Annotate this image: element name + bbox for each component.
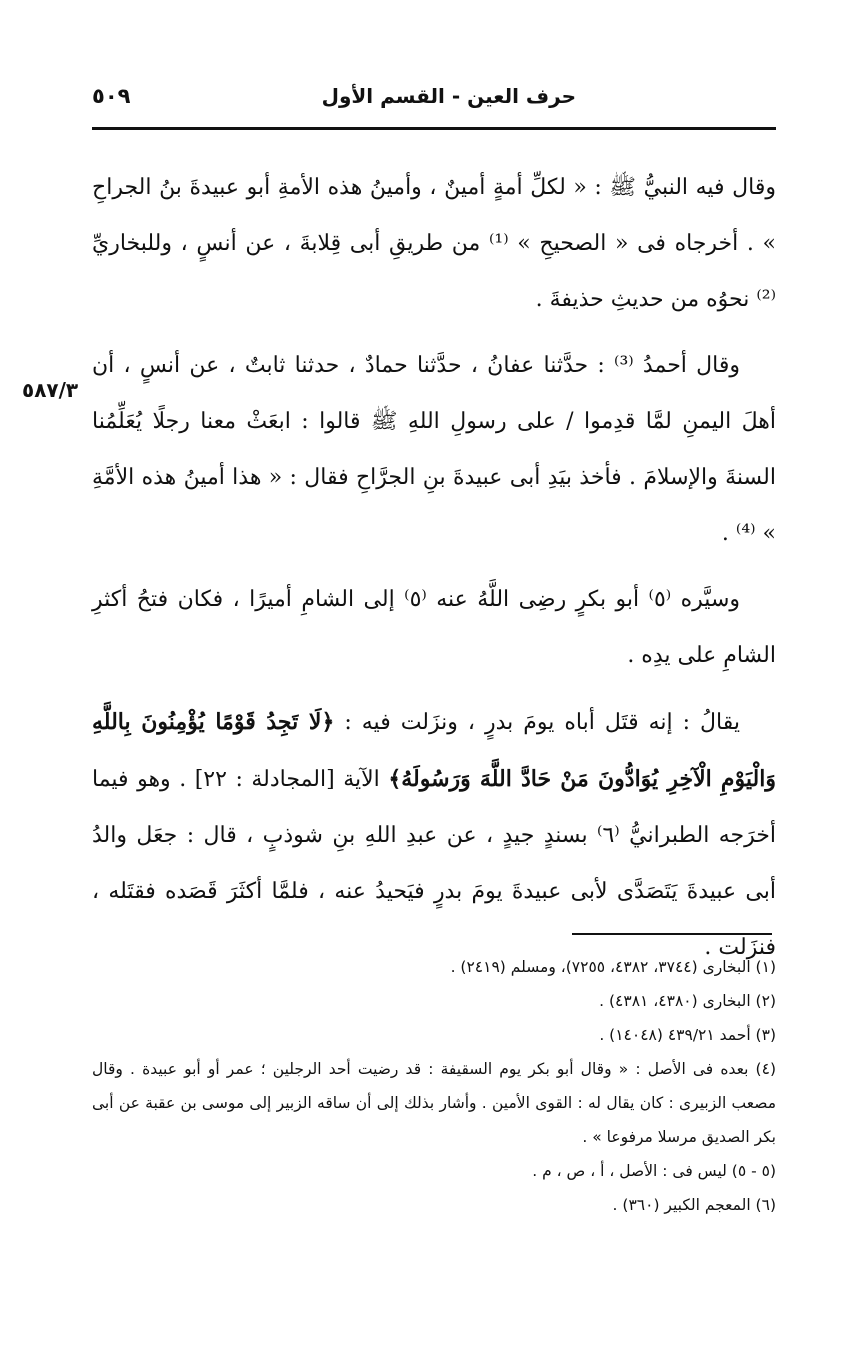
paragraph-4-rest: الآية [المجادلة : ٢٢] . وهو فيما أخرَجه الطبرانيُّ ⁽٦⁾ بسندٍ جيدٍ ، عن عبدِ اللهِ بنِ شوذبٍ ، قال : جعَل والدُ أبى عبيدةَ يَتَصَدَّى لأبى عبيدةَ يومَ بدرٍ فيَحيدُ عنه ، فلمَّا أكثَرَ قَصَده فقتَله ، فنزَلت . [92,767,776,960]
paragraph-4-intro: يقالُ : إنه قتَل أباه يومَ بدرٍ ، ونزَلت فيه : [334,710,740,735]
margin-reference: ٥٨٧/٣ [22,378,79,402]
footnotes [92,950,776,1222]
header-title: حرف العين - القسم الأول [321,84,576,108]
footnote-2: (٢) البخارى (٤٣٨٠، ٤٣٨١) . [599,992,776,1010]
footnote-1: (١) البخارى (٣٧٤٤، ٤٣٨٢، ٧٢٥٥)، ومسلم (٢٤١٩) . [450,958,776,976]
paragraph-3: وسيَّره ⁽٥⁾ أبو بكرٍ رضِى اللَّهُ عنه ⁽٥⁾ إلى الشامِ أميرًا ، فكان فتحُ أكثرِ الشامِ على يدِه . [92,587,776,668]
footnote-separator [572,933,772,935]
footnote-5: (٥ - ٥) ليس فى : الأصل ، أ ، ص ، م . [532,1162,776,1180]
footnote-3: (٣) أحمد ٤٣٩/٢١ (١٤٠٤٨) . [599,1026,776,1044]
running-header [92,84,776,124]
main-text [92,160,776,986]
quran-verse: ﴿لَا تَجِدُ قَوْمًا يُؤْمِنُونَ بِاللَّهِ وَالْيَوْمِ الْآخِرِ يُوَادُّونَ مَنْ حَادَّ اللَّهَ وَرَسُولَهُ﴾ [92,709,776,792]
page-number: ٥٠٩ [92,84,131,108]
footnote-4: (٤) بعده فى الأصل : « وقال أبو بكر يوم السقيفة : قد رضيت أحد الرجلين ؛ عمر أو أبو عبيدة . وقال مصعب الزبيرى : كان يقال له : القوى الأمين . وأشار بذلك إلى أن ساقه الزبير إلى موسى بن عقبة عن أبى بكر الصديق مرسلا مرفوعا » . [92,1060,776,1146]
header-rule [92,127,776,130]
footnote-6: (٦) المعجم الكبير (٣٦٠) . [612,1196,776,1214]
paragraph-1: وقال فيه النبيُّ ﷺ : « لكلِّ أمةٍ أمينٌ ، وأمينُ هذه الأمةِ أبو عبيدةَ بنُ الجراحِ » . أخرجاه فى « الصحيحِ » ⁽¹⁾ من طريقِ أبى قِلابةَ ، عن أنسٍ ، وللبخاريِّ ⁽²⁾ نحوُه من حديثِ حذيفةَ . [92,175,777,312]
paragraph-2: وقال أحمدُ ⁽³⁾ : حدَّثنا عفانُ ، حدَّثنا حمادٌ ، حدثنا ثابتٌ ، عن أنسٍ ، أن أهلَ اليمنِ لمَّا قدِموا / على رسولِ اللهِ ﷺ قالوا : ابعَثْ معنا رجلًا يُعَلِّمُنا السنةَ والإسلامَ . فأخذ بيَدِ أبى عبيدةَ بنِ الجرَّاحِ فقال : « هذا أمينُ هذه الأمَّةِ » ⁽⁴⁾ . [92,353,776,546]
